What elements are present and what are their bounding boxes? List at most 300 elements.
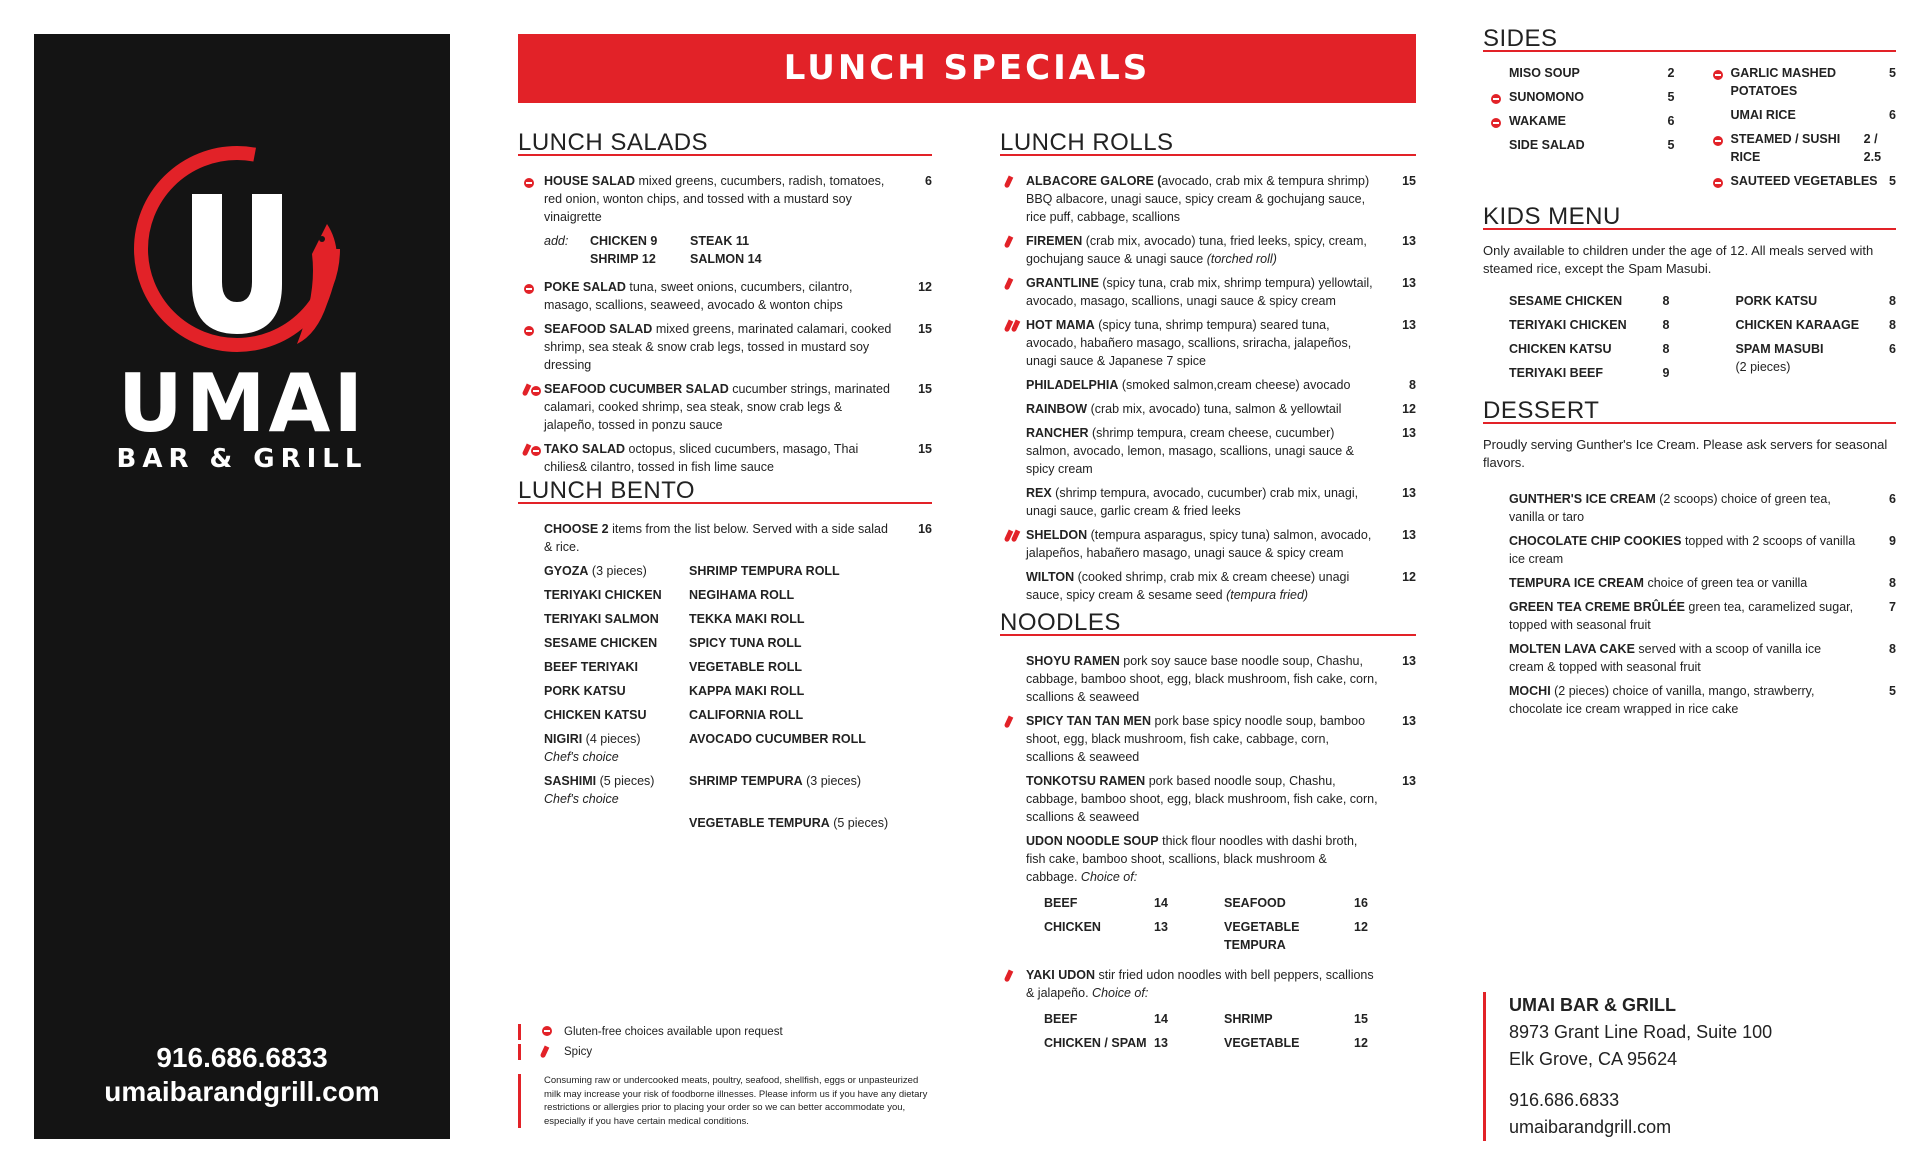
bento-option-name: SHRIMP TEMPURA (689, 774, 803, 788)
item-price: 6 (1889, 492, 1896, 506)
item-name: CHOCOLATE CHIP COOKIES (1509, 534, 1682, 548)
item-name: RANCHER (1026, 426, 1089, 440)
bento-option-note: Chef's choice (544, 792, 619, 806)
kids-price: 9 (1662, 366, 1670, 380)
item-description: choice of green tea or vanilla (1643, 576, 1808, 590)
gluten-free-icon (1491, 94, 1501, 104)
bento-option-note: Chef's choice (544, 750, 619, 764)
bento-option-name: SPICY TUNA ROLL (689, 636, 802, 650)
salad-item (518, 380, 932, 434)
contact-address-line-2: Elk Grove, CA 95624 (1509, 1049, 1678, 1069)
item-description: pork soy sauce base noodle soup, Chashu, cabbage, bamboo shoot, egg, black mushroom, fish cake, corn, scallions & seaweed (1026, 654, 1378, 704)
item-name: REX (1026, 486, 1052, 500)
item-description: mixed greens, marinated calamari, cooked shrimp, sea steak & snow crab legs, tossed in mustard soy dressing (544, 322, 892, 372)
sides-left (1483, 64, 1675, 196)
item-name: YAKI UDON (1026, 968, 1095, 982)
option-price: 12 (1354, 920, 1368, 934)
item-name: RAINBOW (1026, 402, 1088, 416)
kids-item (1710, 292, 1897, 310)
food-safety-disclaimer: Consuming raw or undercooked meats, poultry, seafood, shellfish, eggs or unpasteurized milk may increase your risk of foodborne illnesses. Please inform us if you have any dietary restrictions or allergies prior to placing your order so we can better accommodate you, especially if you have certain medical conditions. (518, 1074, 928, 1128)
item-description: avocado, crab mix & tempura shrimp) BBQ albacore, unagi sauce, spicy cream & gochujang sauce, rice puff, cabbage, scallions (1026, 174, 1370, 224)
item-price: 13 (1402, 486, 1416, 500)
kids-menu-heading: KIDS MENU (1483, 208, 1896, 230)
kids-item (1710, 340, 1897, 376)
option-name: BEEF (1044, 896, 1078, 910)
item-description: (2 scoops) choice of green tea, vanilla or taro (1509, 492, 1831, 524)
side-name: SIDE SALAD (1509, 138, 1585, 152)
item-name: POKE SALAD (544, 280, 626, 294)
bento-option (689, 634, 919, 652)
gluten-free-icon (1713, 67, 1731, 79)
item-note: Choice of: (1077, 870, 1138, 884)
lunch-bento-heading: LUNCH BENTO (518, 482, 932, 504)
item-description: (shrimp tempura, avocado, cucumber) crab mix, unagi, unagi sauce, garlic cream & fried leeks (1026, 486, 1359, 518)
dessert-heading: DESSERT (1483, 402, 1896, 424)
side-item (1483, 136, 1675, 154)
gluten-free-icon (1713, 133, 1731, 145)
gluten-free-icon (531, 446, 541, 456)
side-price: 5 (1889, 66, 1896, 80)
item-name: GUNTHER'S ICE CREAM (1509, 492, 1656, 506)
side-price: 2 (1667, 66, 1675, 80)
bento-option (544, 562, 689, 580)
add-on: SALMON 14 (690, 252, 762, 266)
side-name: MISO SOUP (1509, 66, 1580, 80)
item-description: topped with 2 scoops of vanilla ice cream (1509, 534, 1856, 566)
add-label: add: (544, 234, 569, 248)
bento-option (689, 586, 919, 604)
bento-option-detail: (3 pieces) (802, 774, 862, 788)
item-price: 13 (1402, 528, 1416, 542)
kids-price: 8 (1662, 342, 1670, 356)
item-description: (crab mix, avocado) tuna, salmon & yellowtail (1087, 402, 1342, 416)
noodle-item (1000, 712, 1416, 766)
item-price: 12 (1402, 570, 1416, 584)
side-item (1483, 64, 1675, 82)
kids-price: 6 (1889, 342, 1896, 356)
brand-name: UMAI (117, 357, 367, 450)
kids-item (1483, 316, 1670, 334)
item-price: 13 (1402, 654, 1416, 668)
chili-icon (1004, 716, 1014, 729)
item-price: 15 (918, 382, 932, 396)
item-name: SHELDON (1026, 528, 1088, 542)
noodle-item (1000, 652, 1416, 706)
contact-website[interactable]: umaibarandgrill.com (1509, 1117, 1672, 1137)
gluten-free-icon (524, 323, 542, 335)
bento-option-name: VEGETABLE ROLL (689, 660, 802, 674)
bento-option (544, 706, 689, 724)
item-name: SHOYU RAMEN (1026, 654, 1120, 668)
noodles-heading: NOODLES (1000, 614, 1416, 636)
item-name: UDON NOODLE SOUP (1026, 834, 1159, 848)
gluten-free-icon (1491, 115, 1509, 127)
item-description: (crab mix, avocado) tuna, fried leeks, spicy, cream, gochujang sauce & unagi sauce (1026, 234, 1367, 266)
bento-choose-name: CHOOSE 2 (544, 522, 609, 536)
kids-price: 8 (1662, 318, 1670, 332)
chili-icon (540, 1046, 550, 1059)
bento-option-detail: (5 pieces) (596, 774, 655, 788)
option-name: BEEF (1044, 1012, 1078, 1026)
side-price: 6 (1667, 114, 1675, 128)
item-price: 13 (1402, 234, 1416, 248)
bento-option-name: BEEF TERIYAKI (544, 660, 639, 674)
contact-phone: 916.686.6833 (1509, 1090, 1620, 1110)
bento-option-name: AVOCADO CUCUMBER ROLL (689, 732, 866, 746)
item-description: (spicy tuna, shrimp tempura) seared tuna, avocado, habañero masago, scallions, sriracha, jalapeños, unagi sauce & Japanese 7 spice (1026, 318, 1352, 368)
kids-detail: (2 pieces) (1735, 360, 1791, 374)
chili-icon (1006, 235, 1024, 247)
gluten-free-icon (524, 281, 542, 293)
chili-icon (522, 444, 532, 457)
chili-icon (522, 384, 532, 397)
item-price: 15 (1402, 174, 1416, 188)
add-on: CHICKEN 9 (590, 234, 658, 248)
chili-icon (1004, 970, 1014, 983)
gluten-free-icon (524, 175, 542, 187)
item-price: 15 (918, 442, 932, 456)
gluten-free-icon (542, 1026, 552, 1036)
brand-subtitle: BAR & GRILL (116, 444, 368, 474)
side-name: WAKAME (1509, 114, 1566, 128)
bento-option (689, 658, 919, 676)
option-price: 12 (1354, 1036, 1368, 1050)
bento-option (544, 682, 689, 700)
dessert-list (1483, 490, 1896, 718)
item-name: HOT MAMA (1026, 318, 1095, 332)
bento-option (544, 610, 689, 628)
item-name: TONKOTSU RAMEN (1026, 774, 1146, 788)
side-item (1705, 64, 1897, 100)
kids-name: TERIYAKI BEEF (1509, 366, 1604, 380)
roll-item (1000, 568, 1416, 604)
chili-icon (1006, 277, 1024, 289)
bento-option-name: GYOZA (544, 564, 589, 578)
option-price: 13 (1154, 1036, 1168, 1050)
contact-block (1483, 992, 1772, 1141)
gluten-free-icon (524, 326, 534, 336)
salads-list (518, 172, 932, 476)
side-item (1483, 88, 1675, 106)
double-chili-icon (1006, 529, 1024, 541)
add-on: STEAK 11 (690, 234, 750, 248)
option-price: 13 (1154, 920, 1168, 934)
item-name: ALBACORE GALORE ( (1026, 174, 1162, 188)
item-description: (cooked shrimp, crab mix & cream cheese) unagi sauce, spicy cream & sesame seed (1026, 570, 1350, 602)
kids-name: CHICKEN KARAAGE (1735, 318, 1860, 332)
item-price: 13 (1402, 774, 1416, 788)
gluten-free-icon (1713, 136, 1723, 146)
gluten-free-icon (1713, 70, 1723, 80)
item-name: MOCHI (1509, 684, 1551, 698)
bento-option (544, 586, 689, 604)
item-name: FIREMEN (1026, 234, 1083, 248)
option-price: 14 (1154, 1012, 1168, 1026)
option-name: VEGETABLE TEMPURA (1224, 920, 1300, 952)
option-name: SEAFOOD (1224, 896, 1286, 910)
dessert-item (1483, 598, 1896, 634)
spicy-gf-icon (524, 383, 542, 395)
option-price: 14 (1154, 896, 1168, 910)
bento-option (689, 562, 919, 580)
option-name: CHICKEN / SPAM (1044, 1036, 1147, 1050)
item-price: 8 (1409, 378, 1416, 392)
item-name: WILTON (1026, 570, 1075, 584)
item-price: 9 (1889, 534, 1896, 548)
side-name: SUNOMONO (1509, 90, 1584, 104)
lunch-rolls-heading: LUNCH ROLLS (1000, 134, 1416, 156)
item-price: 5 (1889, 684, 1896, 698)
gluten-free-icon (524, 178, 534, 188)
sides-list (1483, 64, 1896, 196)
item-name: PHILADELPHIA (1026, 378, 1119, 392)
kids-name: CHICKEN KATSU (1509, 342, 1612, 356)
legend-spicy: Spicy (518, 1042, 928, 1062)
gluten-free-icon (524, 284, 534, 294)
column-3 (1483, 25, 1896, 724)
bento-option-name: TERIYAKI SALMON (544, 612, 659, 626)
item-name: SPICY TAN TAN MEN (1026, 714, 1152, 728)
bento-option-name: NEGIHAMA ROLL (689, 588, 795, 602)
item-name: HOUSE SALAD (544, 174, 635, 188)
item-price: 8 (1889, 642, 1896, 656)
item-price: 13 (1402, 276, 1416, 290)
bento-option-detail: (3 pieces) (588, 564, 647, 578)
bento-option (689, 730, 919, 766)
side-name: GARLIC MASHED POTATOES (1730, 66, 1837, 98)
roll-item (1000, 172, 1416, 226)
chili-icon (1004, 176, 1014, 189)
item-description: octopus, sliced cucumbers, masago, Thai chilies& cilantro, tossed in fish lime sauce (544, 442, 859, 474)
item-name: SEAFOOD CUCUMBER SALAD (544, 382, 729, 396)
bento-option (689, 814, 919, 832)
bento-option (689, 610, 919, 628)
column-1 (518, 129, 932, 832)
bento-option-name: PORK KATSU (544, 684, 626, 698)
bento-option (544, 658, 689, 676)
kids-name: SESAME CHICKEN (1509, 294, 1623, 308)
item-price: 12 (918, 280, 932, 294)
bento-option (544, 634, 689, 652)
bento-option (689, 682, 919, 700)
bento-option-name: SASHIMI (544, 774, 597, 788)
sides-heading: SIDES (1483, 30, 1896, 52)
item-price: 8 (1889, 576, 1896, 590)
item-name: TAKO SALAD (544, 442, 626, 456)
bento-option-detail: (5 pieces) (829, 816, 889, 830)
bento-option-name: CHICKEN KATSU (544, 708, 647, 722)
dessert-item (1483, 574, 1896, 592)
udon-options (1000, 894, 1416, 954)
item-name: SEAFOOD SALAD (544, 322, 653, 336)
chili-icon (1004, 278, 1014, 291)
roll-item (1000, 232, 1416, 268)
bento-option (544, 730, 689, 766)
bento-option (689, 706, 919, 724)
item-description: (spicy tuna, crab mix, shrimp tempura) yellowtail, avocado, masago, scallions, unagi sauce & spicy cream (1026, 276, 1373, 308)
side-price: 6 (1889, 108, 1896, 122)
bento-option-name: SHRIMP TEMPURA ROLL (689, 564, 840, 578)
item-description: green tea, caramelized sugar, topped with seasonal fruit (1509, 600, 1854, 632)
bento-option-name: CALIFORNIA ROLL (689, 708, 804, 722)
umai-logo (122, 134, 362, 364)
item-name: TEMPURA ICE CREAM (1509, 576, 1644, 590)
bento-option-name: TERIYAKI CHICKEN (544, 588, 662, 602)
gluten-free-icon (1491, 118, 1501, 128)
salad-item (518, 440, 932, 476)
contact-title: UMAI BAR & GRILL (1509, 995, 1676, 1015)
kids-item (1710, 316, 1897, 334)
bento-option-name: VEGETABLE TEMPURA (689, 816, 830, 830)
side-price: 5 (1667, 138, 1675, 152)
item-price: 7 (1889, 600, 1896, 614)
dessert-item (1483, 532, 1896, 568)
phone-number: 916.686.6833 (156, 1042, 328, 1073)
item-description: thick flour noodles with dashi broth, fish cake, bamboo shoot, scallions, black mushroom & cabbage. (1026, 834, 1358, 884)
dessert-note: Proudly serving Gunther's Ice Cream. Please ask servers for seasonal flavors. (1483, 437, 1888, 470)
kids-item (1483, 340, 1670, 358)
roll-item (1000, 274, 1416, 310)
bento-option-name: NIGIRI (544, 732, 583, 746)
contact-address-line-1: 8973 Grant Line Road, Suite 100 (1509, 1022, 1773, 1042)
legend-gluten-free: Gluten-free choices available upon request (518, 1022, 928, 1042)
kids-name: SPAM MASUBI (2 pieces) (1735, 342, 1824, 374)
kids-right (1710, 292, 1897, 388)
salad-item (518, 320, 932, 374)
item-description: pork based noodle soup, Chashu, cabbage, bamboo shoot, egg, black mushroom, fish cake, corn, scallions & seaweed (1026, 774, 1378, 824)
roll-item (1000, 316, 1416, 370)
lunch-salads-heading: LUNCH SALADS (518, 134, 932, 156)
kids-price: 8 (1889, 294, 1896, 308)
item-description: (tempura asparagus, spicy tuna) salmon, avocado, jalapeños, habañero masago, unagi sauce & spicy cream (1026, 528, 1372, 560)
kids-item (1483, 364, 1670, 382)
noodle-item (1000, 772, 1416, 826)
kids-name: TERIYAKI CHICKEN (1509, 318, 1627, 332)
bento-price: 16 (918, 522, 932, 536)
kids-price: 8 (1889, 318, 1896, 332)
sides-right (1705, 64, 1897, 196)
side-item (1705, 172, 1897, 190)
item-name: GRANTLINE (1026, 276, 1099, 290)
side-item (1705, 106, 1897, 124)
salad-item (518, 278, 932, 314)
item-description: stir fried udon noodles with bell peppers, scallions & jalapeño. (1026, 968, 1374, 1000)
side-price: 5 (1667, 90, 1675, 104)
bento-choose-item (518, 520, 932, 556)
bento-option (689, 772, 919, 808)
item-note: Choice of: (1088, 986, 1149, 1000)
item-description: (2 pieces) choice of vanilla, mango, strawberry, chocolate ice cream wrapped in rice cake (1509, 684, 1815, 716)
item-note: (tempura fried) (1222, 588, 1309, 602)
roll-item (1000, 400, 1416, 418)
add-on: SHRIMP 12 (590, 252, 656, 266)
item-price: 13 (1402, 318, 1416, 332)
item-description: (shrimp tempura, cream cheese, cucumber) salmon, avocado, lemon, masago, scallions, unagi sauce & spicy cream (1026, 426, 1354, 476)
option-name: SHRIMP (1224, 1012, 1273, 1026)
roll-item (1000, 376, 1416, 394)
kids-name: PORK KATSU (1735, 294, 1818, 308)
bento-options (518, 562, 932, 832)
website-link[interactable]: umaibarandgrill.com (104, 1076, 380, 1107)
column-2 (1000, 129, 1416, 1064)
spicy-gf-icon (524, 443, 542, 455)
chili-icon (1006, 175, 1024, 187)
side-price: 5 (1889, 174, 1896, 188)
rolls-list (1000, 172, 1416, 604)
gluten-free-icon (1713, 178, 1723, 188)
option-price: 16 (1354, 896, 1368, 910)
kids-left (1483, 292, 1670, 388)
side-price: 2 / 2.5 (1863, 132, 1882, 164)
bento-option-name: KAPPA MAKI ROLL (689, 684, 805, 698)
item-price: 15 (918, 322, 932, 336)
bento-option (544, 814, 689, 832)
item-description: (smoked salmon,cream cheese) avocado (1118, 378, 1351, 392)
item-price: 12 (1402, 402, 1416, 416)
noodles-list (1000, 652, 1416, 1052)
bento-choose-desc: items from the list below. Served with a side salad & rice. (544, 522, 888, 554)
chili-icon (1004, 236, 1014, 249)
double-chili-icon (1006, 319, 1024, 331)
bento-option-name: TEKKA MAKI ROLL (689, 612, 805, 626)
noodle-item (1000, 832, 1416, 886)
option-name: CHICKEN (1044, 920, 1101, 934)
salad-add-ons (518, 232, 932, 268)
item-description: mixed greens, cucumbers, radish, tomatoes, red onion, wonton chips, and tossed with a mustard soy vinaigrette (544, 174, 885, 224)
side-item (1483, 112, 1675, 130)
option-name: VEGETABLE (1224, 1036, 1300, 1050)
item-description: tuna, sweet onions, cucumbers, cilantro, masago, scallions, seaweed, avocado & wonton chips (544, 280, 853, 312)
chili-icon (1006, 969, 1024, 981)
item-description: pork base spicy noodle soup, bamboo shoot, egg, black mushroom, fish cake, cabbage, corn, scallions & seaweed (1026, 714, 1366, 764)
bento-option (544, 772, 689, 808)
bento-option-detail: (4 pieces) (582, 732, 641, 746)
roll-item (1000, 424, 1416, 478)
side-name: UMAI RICE (1730, 108, 1796, 122)
side-name: SAUTEED VEGETABLES (1730, 174, 1878, 188)
gluten-free-icon (531, 386, 541, 396)
kids-list (1483, 292, 1896, 388)
kids-note: Only available to children under the age of 12. All meals served with steamed rice, except the Spam Masubi. (1483, 243, 1874, 276)
item-price: 13 (1402, 714, 1416, 728)
item-price: 6 (925, 174, 932, 188)
side-name: STEAMED / SUSHI RICE (1730, 132, 1841, 164)
dessert-item (1483, 640, 1896, 676)
item-description: served with a scoop of vanilla ice cream & topped with seasonal fruit (1509, 642, 1822, 674)
dessert-item (1483, 490, 1896, 526)
item-note: (torched roll) (1203, 252, 1277, 266)
lunch-specials-banner: LUNCH SPECIALS (518, 34, 1416, 103)
gluten-free-icon (1491, 91, 1509, 103)
yaki-udon-options (1000, 1010, 1416, 1052)
legend (518, 1022, 928, 1062)
salad-item (518, 172, 932, 226)
item-name: GREEN TEA CREME BRÛLÉE (1509, 600, 1685, 614)
item-name: MOLTEN LAVA CAKE (1509, 642, 1635, 656)
gluten-free-icon (1713, 175, 1731, 187)
kids-item (1483, 292, 1670, 310)
item-price: 13 (1402, 426, 1416, 440)
kids-price: 8 (1662, 294, 1670, 308)
roll-item (1000, 526, 1416, 562)
dessert-item (1483, 682, 1896, 718)
side-item (1705, 130, 1897, 166)
roll-item (1000, 484, 1416, 520)
option-price: 15 (1354, 1012, 1368, 1026)
chili-icon (1006, 715, 1024, 727)
item-description: cucumber strings, marinated calamari, cooked shrimp, sea steak, snow crab legs & jalapeño, tossed in ponzu sauce (544, 382, 890, 432)
bento-option-name: SESAME CHICKEN (544, 636, 658, 650)
